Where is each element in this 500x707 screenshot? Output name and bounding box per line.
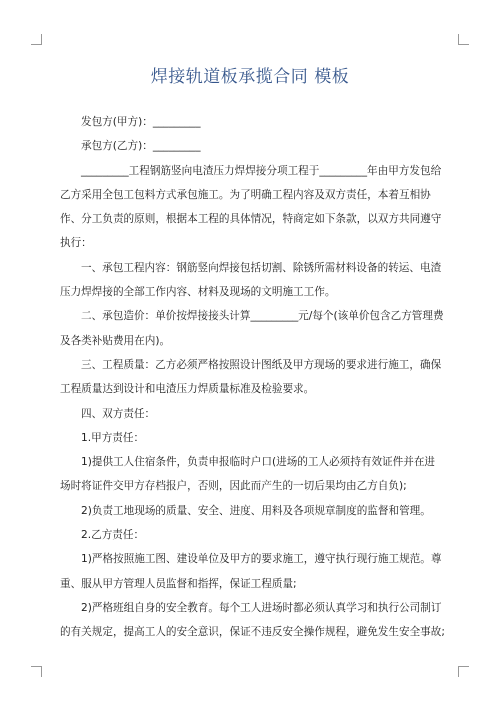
party-a-duty-1: 1)提供工人住宿条件，负责申报临时户口(进场的工人必须持有效证件并在进场时将证件交甲方存档报户，否则，因此而产生的一切后果均由乙方自负); [60,456,436,493]
party-a-line: 发包方(甲方)：_________ [81,116,201,128]
party-b-duty-2: 2)严格班组自身的安全教育。每个工人进场时都必须认真学习和执行公司制订的有关规定，提高工人的安全意识，保证不违反安全操作规程，避免发生安全事故; [60,601,445,639]
party-b-duty-1: 1)严格按照施工图、建设单位及甲方的要求施工，遵守执行现行施工规范。尊重、服从甲方管理人员监督和指挥，保证工程质量; [60,553,442,590]
page-corner-mark-top-right [458,34,469,45]
clause-1-scope: 一、承包工程内容：钢筋竖向焊接包括切割、除锈所需材料设备的转运、电渣压力焊焊接的全部工作内容、材料及现场的文明施工工作。 [60,261,442,299]
clause-3-quality: 三、工程质量：乙方必须严格按照设计图纸及甲方现场的要求进行施工，确保工程质量达到设计和电渣压力焊质量标准及检验要求。 [60,358,442,396]
party-b-duties-heading: 2.乙方责任： [81,529,145,542]
document-body [60,110,445,645]
page-corner-mark-bottom-right [458,666,469,677]
party-a-duty-2: 2)负责工地现场的质量、安全、进度、用料及各项规章制度的监督和管理。 [81,504,431,517]
party-b-line: 承包方(乙方)：_________ [81,140,201,153]
clause-4-heading: 四、双方责任： [81,407,156,420]
party-a-duties-heading: 1.甲方责任： [81,431,145,444]
document-title: 焊接轨道板承揽合同 模板 [150,67,350,87]
intro-paragraph: _________工程钢筋竖向电渣压力焊焊接分项工程于_________年由甲方发包给乙方采用全包工包料方式承包施工。为了明确工程内容及双方责任，本着互相协作、分工负责的原则，根据本工程的具体情况，特商定如下条款，以双方共同遵守执行： [60,164,442,250]
page-corner-mark-bottom-left [31,666,42,677]
clause-2-price: 二、承包造价：单价按焊接接头计算_________元/每个(该单价包含乙方管理费及各类补贴费用在内)。 [60,310,444,347]
page-corner-mark-top-left [31,34,42,45]
